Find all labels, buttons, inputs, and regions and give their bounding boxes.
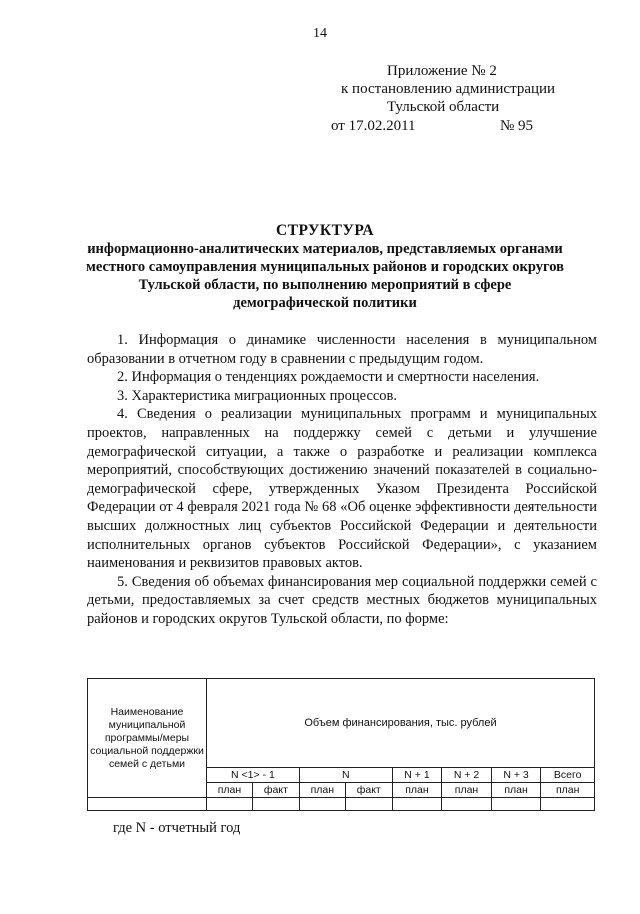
table-cell <box>442 798 492 811</box>
financing-table <box>87 678 595 811</box>
document-title <box>60 222 590 312</box>
appendix-line-3: Тульской области <box>387 99 500 115</box>
table-header-fact: факт <box>345 783 392 798</box>
table-header-plan: план <box>207 783 253 798</box>
table-cell <box>541 798 595 811</box>
appendix-header <box>341 62 555 116</box>
table-cell <box>299 798 345 811</box>
table-header-plan: план <box>299 783 345 798</box>
title-line-2: местного самоуправления муниципальных районов и городских округов <box>86 259 564 275</box>
title-line-3: Тульской области, по выполнению мероприятий в сфере <box>138 277 512 293</box>
list-item: 2. Информация о тенденциях рождаемости и смертности населения. <box>117 369 540 386</box>
table-header-name: Наименование муниципальной программы/меры социальной поддержки семей с детьми <box>88 679 207 798</box>
table-cell <box>392 798 442 811</box>
table-header-period: N <box>299 768 392 783</box>
table-header-plan: план <box>392 783 442 798</box>
table-header-fact: факт <box>252 783 299 798</box>
footnote: где N - отчетный год <box>113 820 241 836</box>
table-header-period: Всего <box>541 768 595 783</box>
list-item: 4. Сведения о реализации муниципальных программ и муниципальных проектов, направленных на поддержку семей с детьми и улучшение демографической ситуации, а также о разработке и реализации комплекса мероприятий, способствующих достижению значений показателей в социально-демографической сфере, утвержденных Указом Президента Российской Федерации от 4 февраля 2021 года № 68 «Об оценке эффективности деятельности высших должностных лиц субъектов Российской Федерации и деятельности исполнительных органов субъектов Российской Федерации», с указанием наименования и реквизитов правовых актов. <box>87 406 597 572</box>
table-header-plan: план <box>442 783 492 798</box>
appendix-line-1: Приложение № 2 <box>387 63 497 79</box>
table-header-period: N <1> - 1 <box>207 768 300 783</box>
table-cell <box>345 798 392 811</box>
decree-number: № 95 <box>500 118 534 134</box>
title-line-4: демографической политики <box>233 295 417 311</box>
table-header-plan: план <box>541 783 595 798</box>
table-header-plan: план <box>491 783 541 798</box>
list-item: 1. Информация о динамике численности населения в муниципальном образовании в отчетном году в сравнении с предыдущим годом. <box>87 332 597 367</box>
table-cell <box>491 798 541 811</box>
appendix-line-2: к постановлению администрации <box>341 81 556 97</box>
page-number: 14 <box>313 26 327 41</box>
list-item: 3. Характеристика миграционных процессов. <box>117 387 398 404</box>
body-text <box>87 331 597 629</box>
decree-date: от 17.02.2011 <box>331 118 416 134</box>
table-row <box>88 798 595 811</box>
title-line-1: информационно-аналитических материалов, представляемых органами <box>87 241 563 257</box>
table-header-volume: Объем финансирования, тыс. рублей <box>207 679 595 768</box>
table-header-period: N + 2 <box>442 768 492 783</box>
title-main: СТРУКТУРА <box>275 222 375 239</box>
table-cell <box>252 798 299 811</box>
table-header-period: N + 1 <box>392 768 442 783</box>
list-item: 5. Сведения об объемах финансирования мер социальной поддержки семей с детьми, предоставляемых за счет средств местных бюджетов муниципальных районов и городских округов Тульской области, по форме: <box>87 573 597 627</box>
table-header-period: N + 3 <box>491 768 541 783</box>
table-cell <box>88 798 207 811</box>
table-cell <box>207 798 253 811</box>
